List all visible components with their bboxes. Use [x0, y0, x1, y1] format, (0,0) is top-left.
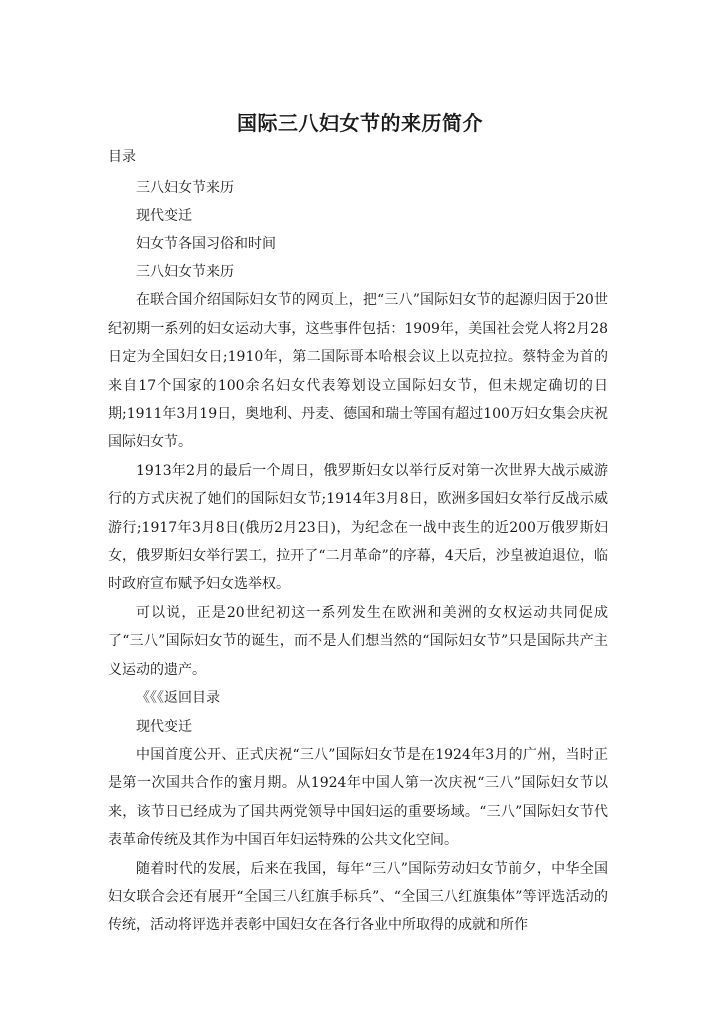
table-of-contents [136, 174, 276, 258]
toc-item-customs[interactable]: 妇女节各国习俗和时间 [136, 236, 276, 252]
toc-item-modern-changes[interactable]: 现代变迁 [136, 208, 192, 224]
toc-label: 目录 [108, 149, 136, 165]
paragraph: 随着时代的发展，后来在我国，每年“三八”国际劳动妇女节前夕，中华全国妇女联合会还有展开“全国三八红旗手标兵”、“全国三八红旗集体”等评选活动的传统，活动将评选并表彰中国妇女在各行各业中所取得的成就和所作 [108, 860, 608, 934]
document-body [108, 258, 608, 940]
section-heading-origin: 三八妇女节来历 [136, 264, 234, 280]
paragraph: 在联合国介绍国际妇女节的网页上，把“三八”国际妇女节的起源归因于20世纪初期一系列的妇女运动大事，这些事件包括：1909年，美国社会党人将2月28日定为全国妇女日;1910年，第二国际哥本哈根会议上以克拉拉。蔡特金为首的来自17个国家的100余名妇女代表筹划设立国际妇女节，但未规定确切的日期;1911年3月19日，奥地利、丹麦、德国和瑞士等国有超过100万妇女集会庆祝国际妇女节。 [108, 292, 608, 451]
paragraph: 中国首度公开、正式庆祝“三八”国际妇女节是在1924年3月的广州，当时正是第一次国共合作的蜜月期。从1924年中国人第一次庆祝“三八”国际妇女节以来，该节日已经成为了国共两党领导中国妇运的重要场域。“三八”国际妇女节代表革命传统及其作为中国百年妇运特殊的公共文化空间。 [108, 746, 608, 849]
toc-item-origin[interactable]: 三八妇女节来历 [136, 180, 234, 196]
document-title: 国际三八妇女节的来历简介 [237, 111, 483, 135]
back-to-toc-link[interactable]: 《《《返回目录 [136, 690, 220, 707]
paragraph: 1913年2月的最后一个周日，俄罗斯妇女以举行反对第一次世界大战示威游行的方式庆祝了她们的国际妇女节;1914年3月8日，欧洲多国妇女举行反战示威游行;1917年3月8日(俄历2月23日)，为纪念在一战中丧生的近200万俄罗斯妇女，俄罗斯妇女举行罢工，拉开了“二月革命”的序幕，4天后，沙皇被迫退位，临时政府宣布赋予妇女选举权。 [108, 462, 608, 593]
section-heading-modern-changes: 现代变迁 [136, 718, 192, 735]
paragraph: 可以说，正是20世纪初这一系列发生在欧洲和美洲的女权运动共同促成了“三八”国际妇女节的诞生，而不是人们想当然的“国际妇女节”只是国际共产主义运动的遗产。 [108, 604, 608, 678]
